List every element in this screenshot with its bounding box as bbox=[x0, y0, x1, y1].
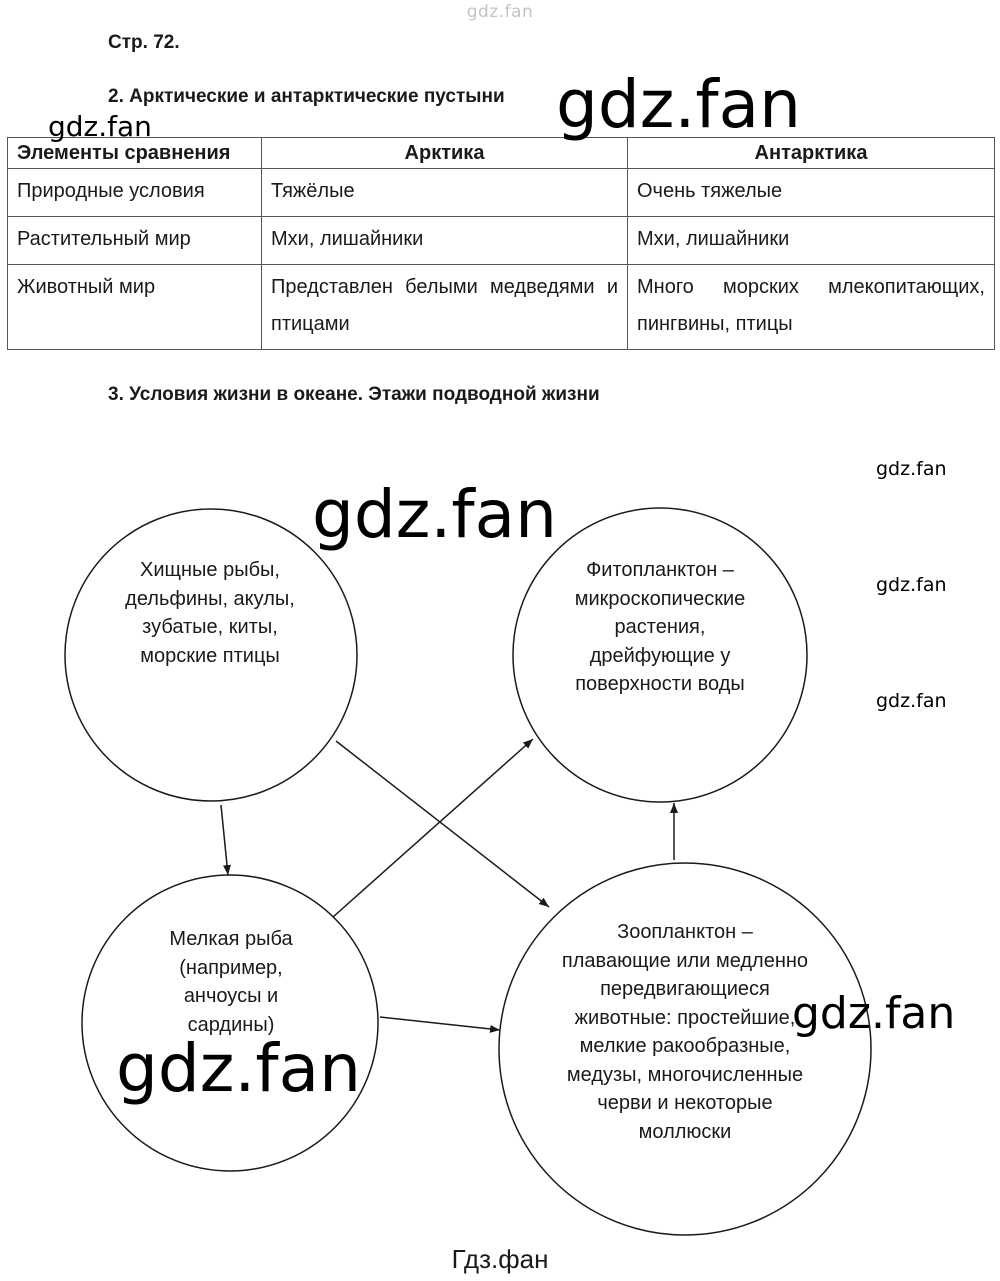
watermark: gdz.fan bbox=[312, 476, 557, 553]
table-cell: Природные условия bbox=[8, 169, 262, 217]
table-header: Элементы сравнения bbox=[8, 138, 262, 169]
arrow-predators-to-zooplankton bbox=[336, 741, 549, 907]
table-header: Арктика bbox=[262, 138, 628, 169]
table-cell: Мхи, лишайники bbox=[262, 217, 628, 265]
table-header: Антарктика bbox=[628, 138, 995, 169]
arrow-small-fish-to-zooplankton bbox=[380, 1017, 500, 1030]
watermark: gdz.fan bbox=[48, 110, 152, 143]
page-number: Стр. 72. bbox=[108, 32, 180, 53]
watermark: gdz.fan bbox=[792, 988, 956, 1039]
watermark: gdz.fan bbox=[876, 574, 947, 596]
zooplankton-label: Зоопланктон – плавающие или медленно передвигающиеся животные: простейшие, мелкие ракообразные, медузы, многочисленные черви и некоторые моллюски bbox=[561, 921, 809, 1143]
predators-label: Хищные рыбы, дельфины, акулы, зубатые, киты, морские птицы bbox=[125, 559, 295, 667]
watermark: gdz.fan bbox=[556, 66, 801, 143]
table-cell: Мхи, лишайники bbox=[628, 217, 995, 265]
footer-caption: Гдз.фан bbox=[451, 1244, 549, 1274]
table-cell: Тяжёлые bbox=[262, 169, 628, 217]
table-cell: Растительный мир bbox=[8, 217, 262, 265]
arrow-predators-to-small-fish bbox=[221, 805, 228, 875]
table-cell: Очень тяжелые bbox=[628, 169, 995, 217]
table-cell: Представлен белыми медведями и птицами bbox=[262, 265, 628, 350]
table-cell: Много морских млекопитающих, пингвины, птицы bbox=[628, 265, 995, 350]
top-watermark: gdz.fan bbox=[466, 2, 534, 22]
section-2-title: 2. Арктические и антарктические пустыни bbox=[108, 86, 505, 107]
watermark: gdz.fan bbox=[876, 458, 947, 480]
phytoplankton-label: Фитопланктон – микроскопические растения, дрейфующие у поверхности воды bbox=[574, 559, 746, 695]
watermark: gdz.fan bbox=[116, 1030, 361, 1107]
arrow-small-fish-to-phytoplankton bbox=[333, 739, 533, 917]
small-fish-label: Мелкая рыба (например, анчоусы и сардины) bbox=[169, 928, 293, 1036]
watermark: gdz.fan bbox=[876, 690, 947, 712]
section-3-title: 3. Условия жизни в океане. Этажи подводной жизни bbox=[108, 384, 600, 405]
table-cell: Животный мир bbox=[8, 265, 262, 350]
